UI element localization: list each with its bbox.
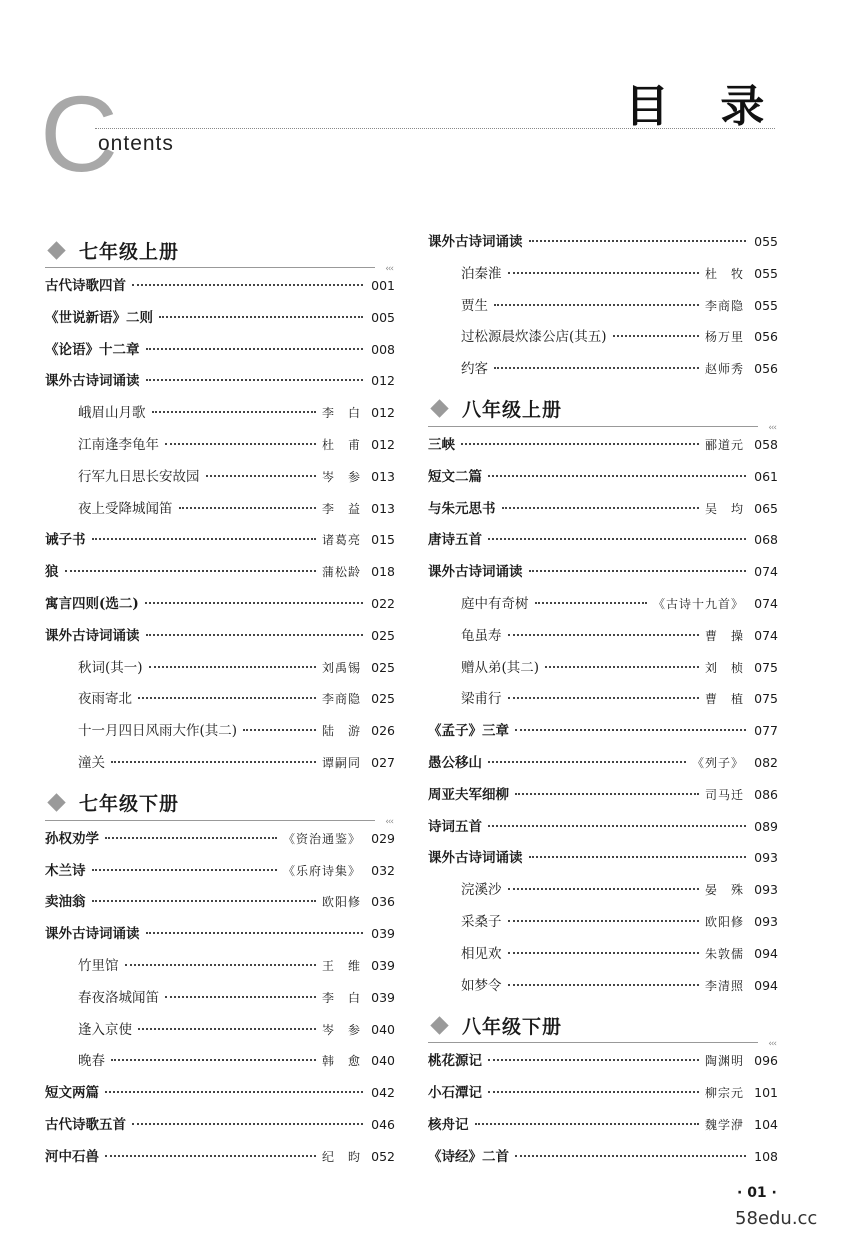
toc-entry[interactable] [428,751,778,783]
dot-leader [545,666,699,668]
toc-sub-entry[interactable] [45,954,395,986]
entry-page: 056 [754,329,778,345]
toc-entry[interactable] [45,1145,395,1177]
entry-page: 075 [754,691,778,707]
entry-author: 岑 参 [321,469,361,484]
entry-page: 012 [371,373,395,389]
entry-page: 025 [371,691,395,707]
entry-page: 029 [371,830,395,846]
entry-page: 086 [754,786,778,802]
toc-sub-entry[interactable] [45,401,395,433]
toc-entry[interactable] [45,922,395,954]
toc-entry[interactable] [428,1049,778,1081]
section-heading [45,230,395,274]
dot-leader [132,1123,363,1125]
entry-title: 贾生 [461,297,488,314]
dot-leader [145,602,363,604]
toc-entry[interactable] [45,306,395,338]
entry-title: 小石潭记 [428,1085,482,1102]
toc-entry[interactable] [428,528,778,560]
section-label: 八年级下册 [462,1015,563,1038]
dot-leader [515,793,699,795]
dot-leader [508,634,699,636]
toc-entry[interactable] [45,592,395,624]
toc-entry[interactable] [428,230,778,262]
toc-sub-entry[interactable] [428,262,778,294]
entry-title: 核舟记 [428,1116,469,1133]
dot-leader [165,996,316,998]
entry-page: 001 [371,278,395,293]
entry-title: 十一月四日风雨大作(其二) [78,723,238,740]
entry-page: 026 [371,723,395,739]
chevrons-icon: ‹‹‹ [385,264,393,274]
entry-title: 如梦令 [461,977,502,994]
toc-sub-entry[interactable] [428,878,778,910]
entry-title: 狼 [45,564,59,581]
entry-title: 木兰诗 [45,862,86,879]
entry-author: 杨万里 [704,330,744,345]
entry-title: 诫子书 [45,532,86,549]
entry-author: 李 益 [321,501,361,516]
entry-page: 036 [371,894,395,910]
toc-sub-entry[interactable] [45,656,395,688]
entry-title: 逢入京使 [78,1021,132,1038]
entry-author: 李商隐 [321,692,361,707]
entry-page: 094 [754,977,778,993]
entry-author: 陶渊明 [704,1054,744,1069]
dot-leader [535,602,647,604]
toc-entry[interactable] [45,1113,395,1145]
entry-author: 王 维 [321,958,361,973]
dot-leader [149,666,316,668]
entry-author: 陆 游 [321,724,361,739]
entry-title: 课外古诗词诵读 [428,234,523,250]
entry-page: 039 [371,957,395,973]
entry-title: 龟虽寿 [461,627,502,644]
entry-title: 春夜洛城闻笛 [78,989,159,1006]
entry-author: 郦道元 [704,437,744,452]
entry-title: 过松源晨炊漆公店(其五) [461,329,607,346]
entry-title: 相见欢 [461,945,502,962]
toc-entry[interactable] [428,783,778,815]
entry-title: 短文二篇 [428,468,482,485]
dot-leader [105,1091,363,1093]
dot-leader [494,367,699,369]
section-label: 八年级上册 [462,399,563,422]
entry-page: 093 [754,913,778,929]
entry-author: 纪 昀 [321,1149,361,1164]
dot-leader [146,348,364,350]
toc-right-column [428,230,778,1177]
diamond-icon [47,241,65,259]
entry-author: 司马迁 [704,787,744,802]
dot-leader [111,1059,316,1061]
entry-author: 晏 殊 [704,883,744,898]
contents-word: ontents [98,132,174,155]
entry-author: 欧阳修 [704,914,744,929]
section-heading [45,783,395,827]
toc-entry[interactable] [428,1145,778,1177]
dot-leader [475,1123,699,1125]
entry-author: 赵师秀 [704,362,744,377]
entry-title: 古代诗歌四首 [45,278,126,294]
entry-title: 《世说新语》二则 [45,309,153,326]
entry-page: 075 [754,659,778,675]
entry-title: 泊秦淮 [461,265,502,282]
entry-author: 岑 参 [321,1022,361,1037]
entry-page: 042 [371,1085,395,1101]
entry-page: 027 [371,754,395,770]
toc-sub-entry[interactable] [45,719,395,751]
entry-title: 唐诗五首 [428,532,482,549]
entry-page: 018 [371,564,395,580]
toc-entry[interactable] [428,815,778,847]
entry-page: 074 [754,627,778,643]
entry-author: 刘 桢 [704,660,744,675]
toc-entry[interactable] [45,890,395,922]
toc-sub-entry[interactable] [428,974,778,1006]
entry-page: 074 [754,564,778,580]
entry-page: 012 [371,436,395,452]
toc-left-column [45,230,395,1177]
dot-leader [206,475,316,477]
entry-page: 065 [754,500,778,516]
entry-page: 058 [754,436,778,452]
dot-leader [146,634,364,636]
toc-sub-entry[interactable] [45,497,395,529]
section-underline [45,820,375,821]
entry-title: 短文两篇 [45,1085,99,1102]
toc-sub-entry[interactable] [428,910,778,942]
page-title: 目 录 [625,81,783,132]
dot-leader [488,538,746,540]
dot-leader [508,984,699,986]
entry-title: 竹里馆 [78,957,119,974]
toc-sub-entry[interactable] [45,751,395,783]
entry-title: 课外古诗词诵读 [45,627,140,644]
dot-leader [92,900,316,902]
dot-leader [508,272,699,274]
dot-leader [488,761,686,763]
toc-entry[interactable] [45,624,395,656]
dot-leader [613,335,699,337]
toc-sub-entry[interactable] [428,624,778,656]
toc-entry[interactable] [45,827,395,859]
entry-author: 杜 甫 [321,437,361,452]
contents-initial-letter: C [40,73,118,194]
dot-leader [488,825,746,827]
entry-title: 江南逢李龟年 [78,436,159,453]
toc-sub-entry[interactable] [45,465,395,497]
entry-author: 谭嗣同 [321,755,361,770]
entry-author: 柳宗元 [704,1086,744,1101]
entry-page: 022 [371,595,395,611]
section-underline [428,426,758,427]
toc-entry[interactable] [45,1081,395,1113]
dot-leader [515,1155,746,1157]
dot-leader [92,538,316,540]
entry-page: 094 [754,945,778,961]
entry-author: 欧阳修 [321,895,361,910]
entry-title: 浣溪沙 [461,882,502,899]
entry-author: 朱敦儒 [704,946,744,961]
diamond-icon [47,794,65,812]
toc-sub-entry[interactable] [428,592,778,624]
entry-page: 046 [371,1116,395,1132]
toc-entry[interactable] [45,560,395,592]
entry-title: 峨眉山月歌 [78,405,146,422]
entry-page: 061 [754,468,778,484]
entry-title: 课外古诗词诵读 [45,926,140,943]
entry-page: 008 [371,341,395,357]
entry-title: 行军九日思长安故园 [78,468,200,485]
entry-title: 赠从弟(其二) [461,659,540,676]
entry-author: 《乐府诗集》 [282,863,361,878]
entry-page: 077 [754,723,778,739]
entry-page: 005 [371,309,395,325]
entry-page: 012 [371,405,395,421]
entry-author: 《资治通鉴》 [282,831,361,846]
dot-leader [179,507,316,509]
entry-page: 056 [754,361,778,377]
entry-page: 052 [371,1148,395,1164]
entry-title: 《诗经》二首 [428,1148,509,1165]
toc-entry[interactable] [428,465,778,497]
dot-leader [488,1059,699,1061]
entry-page: 055 [754,265,778,281]
entry-page: 068 [754,532,778,548]
entry-title: 河中石兽 [45,1148,99,1165]
entry-page: 074 [754,595,778,611]
entry-author: 吴 均 [704,501,744,516]
dot-leader [92,869,277,871]
entry-title: 秋词(其一) [78,659,143,676]
dot-leader [508,888,699,890]
toc-entry[interactable] [45,528,395,560]
dot-leader [146,379,364,381]
toc-sub-entry[interactable] [428,942,778,974]
entry-page: 108 [754,1148,778,1164]
toc-entry[interactable] [428,560,778,592]
dot-leader [529,856,747,858]
dot-leader [529,570,747,572]
dot-leader [243,729,316,731]
entry-author: 李商隐 [704,298,744,313]
entry-author: 韩 愈 [321,1054,361,1069]
entry-author: 李 白 [321,990,361,1005]
toc-entry[interactable] [428,1081,778,1113]
page-number: · 01 · [737,1185,777,1201]
entry-title: 课外古诗词诵读 [45,373,140,390]
entry-author: 李 白 [321,406,361,421]
toc-entry[interactable] [428,719,778,751]
dot-leader [508,952,699,954]
entry-title: 周亚夫军细柳 [428,786,509,803]
entry-page: 104 [754,1116,778,1132]
dot-leader [165,443,316,445]
dot-leader [515,729,746,731]
entry-author: 蒲松龄 [321,565,361,580]
entry-title: 梁甫行 [461,691,502,708]
entry-page: 039 [371,989,395,1005]
toc-sub-entry[interactable] [428,357,778,389]
entry-author: 诸葛亮 [321,533,361,548]
entry-page: 040 [371,1021,395,1037]
entry-title: 潼关 [78,754,105,771]
entry-title: 课外古诗词诵读 [428,850,523,867]
entry-title: 晚春 [78,1053,105,1070]
entry-page: 015 [371,532,395,548]
entry-author: 曹 植 [704,692,744,707]
entry-page: 025 [371,627,395,643]
toc-entry[interactable] [428,1113,778,1145]
dot-leader [111,761,316,763]
entry-page: 055 [754,234,778,249]
section-heading [428,389,778,433]
dot-leader [159,316,363,318]
dot-leader [105,1155,316,1157]
section-label: 七年级下册 [79,793,180,816]
dot-leader [461,443,699,445]
entry-author: 刘禹锡 [321,660,361,675]
toc-entry[interactable] [45,274,395,306]
toc-entry[interactable] [428,846,778,878]
entry-page: 093 [754,850,778,866]
watermark: 58edu.cc [735,1208,818,1229]
chevrons-icon: ‹‹‹ [768,422,776,433]
toc-entry[interactable] [45,859,395,891]
entry-title: 课外古诗词诵读 [428,564,523,581]
entry-title: 《孟子》三章 [428,723,509,740]
toc-entry[interactable] [45,338,395,370]
entry-page: 013 [371,468,395,484]
diamond-icon [430,1016,448,1034]
entry-page: 013 [371,500,395,516]
entry-title: 诗词五首 [428,818,482,835]
section-underline [428,1042,758,1043]
dot-leader [105,837,277,839]
entry-page: 055 [754,297,778,313]
entry-title: 寓言四则(选二) [45,595,139,612]
toc-sub-entry[interactable] [45,1049,395,1081]
dot-leader [488,1091,699,1093]
entry-page: 096 [754,1053,778,1069]
entry-title: 夜雨寄北 [78,691,132,708]
toc-sub-entry[interactable] [45,687,395,719]
toc-sub-entry[interactable] [428,294,778,326]
entry-page: 093 [754,882,778,898]
chevrons-icon: ‹‹‹ [385,816,393,827]
entry-author: 曹 操 [704,628,744,643]
entry-title: 与朱元思书 [428,500,496,517]
entry-author: 《列子》 [691,755,744,770]
entry-title: 庭中有奇树 [461,595,529,612]
dot-leader [138,697,316,699]
entry-title: 桃花源记 [428,1053,482,1070]
dot-leader [65,570,316,572]
toc-entry[interactable] [428,433,778,465]
toc-sub-entry[interactable] [428,656,778,688]
entry-title: 夜上受降城闻笛 [78,500,173,517]
section-label: 七年级上册 [79,240,180,263]
dot-leader [494,304,699,306]
toc-sub-entry[interactable] [428,325,778,357]
entry-title: 卖油翁 [45,894,86,911]
dot-leader [132,284,363,286]
entry-title: 愚公移山 [428,754,482,771]
entry-page: 039 [371,926,395,942]
entry-author: 李清照 [704,978,744,993]
toc-sub-entry[interactable] [428,687,778,719]
dot-leader [138,1028,316,1030]
dot-leader [508,920,699,922]
entry-author: 《古诗十九首》 [652,596,744,611]
section-heading [428,1005,778,1050]
entry-title: 三峡 [428,436,455,453]
entry-title: 约客 [461,361,488,378]
entry-title: 孙权劝学 [45,830,99,847]
entry-title: 古代诗歌五首 [45,1116,126,1133]
entry-author: 杜 牧 [704,266,744,281]
toc-sub-entry[interactable] [45,1018,395,1050]
entry-page: 089 [754,818,778,834]
dot-leader [508,697,699,699]
diamond-icon [430,400,448,418]
entry-page: 025 [371,659,395,675]
entry-author: 魏学洢 [704,1117,744,1132]
dot-leader [488,475,746,477]
dot-leader [502,507,699,509]
entry-page: 101 [754,1085,778,1101]
toc-sub-entry[interactable] [45,986,395,1018]
section-underline [45,267,375,268]
toc-sub-entry[interactable] [45,433,395,465]
toc-entry[interactable] [428,497,778,529]
entry-page: 032 [371,862,395,878]
entry-page: 082 [754,754,778,770]
dot-leader [146,932,364,934]
entry-page: 040 [371,1053,395,1069]
chevrons-icon: ‹‹‹ [768,1039,776,1050]
toc-entry[interactable] [45,369,395,401]
entry-title: 采桑子 [461,913,502,930]
entry-title: 《论语》十二章 [45,341,140,358]
dot-leader [152,411,316,413]
dot-leader [125,964,316,966]
dot-leader [529,240,747,242]
